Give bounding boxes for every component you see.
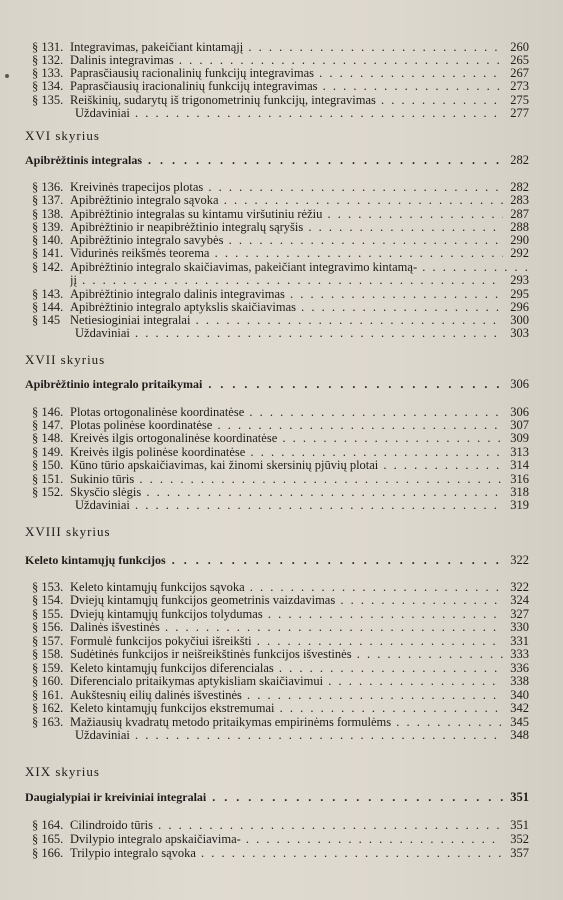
section-number: § 162. [32, 701, 64, 715]
chapter-label: XVII skyrius [25, 352, 106, 367]
chapter-title: Apibrėžtinis integralas . . . [25, 153, 503, 167]
entry-page: 327 [510, 607, 529, 621]
toc-entry [0, 418, 563, 432]
entry-page: 330 [510, 620, 529, 634]
entry-title: Uždaviniai . . . [75, 326, 503, 340]
section-number: § 148. [32, 431, 64, 445]
toc-entry [0, 674, 563, 688]
entry-title: Uždaviniai . . . [75, 106, 503, 120]
entry-title: Sukinio tūris . . . [70, 472, 503, 486]
section-number: § 161. [32, 688, 64, 702]
entry-title: Apibrėžtinio ir neapibrėžtinio integralų sąryšis . . . [70, 220, 503, 234]
chapter-label: XVIII skyrius [25, 524, 111, 539]
toc-entry [0, 620, 563, 634]
entry-title: Kreivės ilgis polinėse koordinatėse . . . [70, 445, 503, 459]
toc-entry [0, 661, 563, 675]
entry-title: Sudėtinės funkcijos ir neišreikštinės funkcijos išvestinės . . . [70, 647, 503, 661]
entry-page: 267 [510, 66, 529, 80]
toc-entry [0, 715, 563, 729]
entry-title: Kreivės ilgis ortogonalinėse koordinatėse . . . [70, 431, 503, 445]
section-number: § 141. [32, 246, 64, 260]
entry-page: 288 [510, 220, 529, 234]
toc-entry [0, 405, 563, 419]
entry-title: Apibrėžtinio integralo savybės . . . [70, 233, 503, 247]
entry-title: Dalinis integravimas . . . [70, 53, 503, 67]
entry-title: Uždaviniai . . . [75, 728, 503, 742]
toc-entry [0, 233, 563, 247]
chapter-page: 306 [510, 377, 529, 391]
section-number: § 134. [32, 79, 64, 93]
toc-entry [0, 498, 563, 512]
toc-entry [0, 607, 563, 621]
entry-title: Dalinės išvestinės . . . [70, 620, 503, 634]
toc-entry [0, 472, 563, 486]
entry-title: Trilypio integralo sąvoka . . . [70, 846, 503, 860]
section-number: § 143. [32, 287, 64, 301]
entry-title: Apibrėžtinio integralas su kintamu viršutiniu rėžiu . . . [70, 207, 503, 221]
section-number: § 139. [32, 220, 64, 234]
entry-title: Apibrėžtinio integralo aptykslis skaičiavimas . . . [70, 300, 503, 314]
section-number: § 157. [32, 634, 64, 648]
toc-entry [0, 287, 563, 301]
section-number: § 142. [32, 260, 64, 274]
entry-page: 309 [510, 431, 529, 445]
toc-entry [0, 458, 563, 472]
toc-entry [0, 326, 563, 340]
section-number: § 152. [32, 485, 64, 499]
entry-title: Uždaviniai . . . [75, 498, 503, 512]
entry-page: 293 [510, 273, 529, 287]
toc-entry [0, 846, 563, 860]
entry-page: 348 [510, 728, 529, 742]
chapter-heading [0, 153, 563, 167]
chapter-heading [0, 553, 563, 567]
entry-title: Diferencialo pritaikymas aptykisliam skaičiavimui . . . [70, 674, 503, 688]
entry-page: 295 [510, 287, 529, 301]
section-number: § 138. [32, 207, 64, 221]
section-number: § 137. [32, 193, 64, 207]
toc-entry [0, 701, 563, 715]
chapter-title: Keleto kintamųjų funkcijos . . . [25, 553, 503, 567]
toc-entry [0, 53, 563, 67]
entry-title: Plotas ortogonalinėse koordinatėse . . . [70, 405, 503, 419]
section-number: § 133. [32, 66, 64, 80]
entry-page: 300 [510, 313, 529, 327]
entry-title: Keleto kintamųjų funkcijos sąvoka . . . [70, 580, 503, 594]
entry-page: 333 [510, 647, 529, 661]
entry-page: 318 [510, 485, 529, 499]
entry-title: Apibrėžtinio integralo skaičiavimas, pakeičiant integravimo kintamą- . . . [70, 260, 529, 274]
section-number: § 151. [32, 472, 64, 486]
entry-page: 277 [510, 106, 529, 120]
section-number: § 165. [32, 832, 64, 846]
entry-title: Aukštesnių eilių dalinės išvestinės . . . [70, 688, 503, 702]
entry-page: 290 [510, 233, 529, 247]
entry-title: Vidurinės reikšmės teorema . . . [70, 246, 503, 260]
section-number: § 150. [32, 458, 64, 472]
entry-title: Apibrėžtinio integralo sąvoka . . . [70, 193, 503, 207]
entry-page: 331 [510, 634, 529, 648]
section-number: § 140. [32, 233, 64, 247]
entry-title: Integravimas, pakeičiant kintamąjį . . . [70, 40, 503, 54]
entry-title: Mažiausių kvadratų metodo pritaikymas empirinėms formulėms . . . [70, 715, 503, 729]
toc-entry [0, 66, 563, 80]
section-number: § 149. [32, 445, 64, 459]
entry-title: Dviejų kintamųjų funkcijos geometrinis vaizdavimas . . . [70, 593, 503, 607]
entry-page: 273 [510, 79, 529, 93]
entry-page: 296 [510, 300, 529, 314]
section-number: § 136. [32, 180, 64, 194]
section-number: § 160. [32, 674, 64, 688]
section-number: § 135. [32, 93, 64, 107]
toc-entry [0, 818, 563, 832]
entry-page: 345 [510, 715, 529, 729]
chapter-title: Apibrėžtinio integralo pritaikymai . . . [25, 377, 503, 391]
toc-entry [0, 193, 563, 207]
toc-entry [0, 688, 563, 702]
entry-page: 303 [510, 326, 529, 340]
entry-title: jį . . . [70, 273, 503, 287]
chapter-title: Daugialypiai ir kreiviniai integralai . . . [25, 790, 503, 804]
chapter-page: 282 [510, 153, 529, 167]
entry-page: 316 [510, 472, 529, 486]
entry-page: 306 [510, 405, 529, 419]
toc-entry [0, 220, 563, 234]
entry-page: 352 [510, 832, 529, 846]
entry-page: 283 [510, 193, 529, 207]
entry-title: Paprasčiausių racionalinių funkcijų integravimas . . . [70, 66, 503, 80]
entry-page: 275 [510, 93, 529, 107]
entry-page: 336 [510, 661, 529, 675]
chapter-label: XVI skyrius [25, 128, 100, 143]
entry-page: 322 [510, 580, 529, 594]
section-number: § 131. [32, 40, 64, 54]
toc-entry [0, 260, 563, 274]
entry-page: 292 [510, 246, 529, 260]
chapter-page: 351 [510, 790, 529, 804]
section-number: § 144. [32, 300, 64, 314]
section-number: § 156. [32, 620, 64, 634]
entry-page: 351 [510, 818, 529, 832]
entry-title: Paprasčiausių iracionalinių funkcijų integravimas . . . [70, 79, 503, 93]
toc-entry [0, 445, 563, 459]
toc-entry [0, 431, 563, 445]
toc-entry [0, 832, 563, 846]
entry-page: 338 [510, 674, 529, 688]
toc-entry [0, 180, 563, 194]
toc-entry [0, 485, 563, 499]
entry-title: Cilindroido tūris . . . [70, 818, 503, 832]
chapter-heading [0, 790, 563, 804]
section-number: § 155. [32, 607, 64, 621]
toc-entry [0, 647, 563, 661]
section-number: § 164. [32, 818, 64, 832]
entry-page: 319 [510, 498, 529, 512]
entry-title: Skysčio slėgis . . . [70, 485, 503, 499]
entry-page: 265 [510, 53, 529, 67]
toc-entry [0, 580, 563, 594]
entry-page: 324 [510, 593, 529, 607]
toc-entry [0, 593, 563, 607]
section-number: § 158. [32, 647, 64, 661]
toc-entry [0, 93, 563, 107]
entry-title: Plotas polinėse koordinatėse . . . [70, 418, 503, 432]
toc-entry [0, 300, 563, 314]
entry-title: Keleto kintamųjų funkcijos ekstremumai . . . [70, 701, 503, 715]
entry-title: Kreivinės trapecijos plotas . . . [70, 180, 503, 194]
section-number: § 163. [32, 715, 64, 729]
toc-entry [0, 313, 563, 327]
entry-page: 313 [510, 445, 529, 459]
toc-entry [0, 79, 563, 93]
toc-entry [0, 40, 563, 54]
chapter-label: XIX skyrius [25, 764, 100, 779]
entry-page: 307 [510, 418, 529, 432]
chapter-page: 322 [510, 553, 529, 567]
section-number: § 153. [32, 580, 64, 594]
entry-page: 287 [510, 207, 529, 221]
toc-entry [0, 273, 563, 287]
section-number: § 159. [32, 661, 64, 675]
section-number: § 154. [32, 593, 64, 607]
entry-title: Reiškinių, sudarytų iš trigonometrinių funkcijų, integravimas . . . [70, 93, 503, 107]
entry-title: Dviejų kintamųjų funkcijos tolydumas . . . [70, 607, 503, 621]
entry-page: 340 [510, 688, 529, 702]
entry-title: Netiesioginiai integralai . . . [70, 313, 503, 327]
toc-entry [0, 207, 563, 221]
section-number: § 147. [32, 418, 64, 432]
entry-page: 260 [510, 40, 529, 54]
entry-page: 342 [510, 701, 529, 715]
entry-page: 357 [510, 846, 529, 860]
entry-page: 314 [510, 458, 529, 472]
entry-title: Keleto kintamųjų funkcijos diferencialas . . . [70, 661, 503, 675]
entry-title: Dvilypio integralo apskaičiavima- . . . [70, 832, 503, 846]
toc-entry [0, 106, 563, 120]
toc-entry [0, 246, 563, 260]
entry-title: Apibrėžtinio integralo dalinis integravimas . . . [70, 287, 503, 301]
section-number: § 145 [32, 313, 61, 327]
chapter-heading [0, 377, 563, 391]
section-number: § 166. [32, 846, 64, 860]
entry-page: 282 [510, 180, 529, 194]
entry-title: Formulė funkcijos pokyčiui išreikšti . . . [70, 634, 503, 648]
entry-title: Kūno tūrio apskaičiavimas, kai žinomi skersinių pjūvių plotai . . . [70, 458, 503, 472]
section-number: § 132. [32, 53, 64, 67]
toc-entry [0, 728, 563, 742]
section-number: § 146. [32, 405, 64, 419]
toc-entry [0, 634, 563, 648]
